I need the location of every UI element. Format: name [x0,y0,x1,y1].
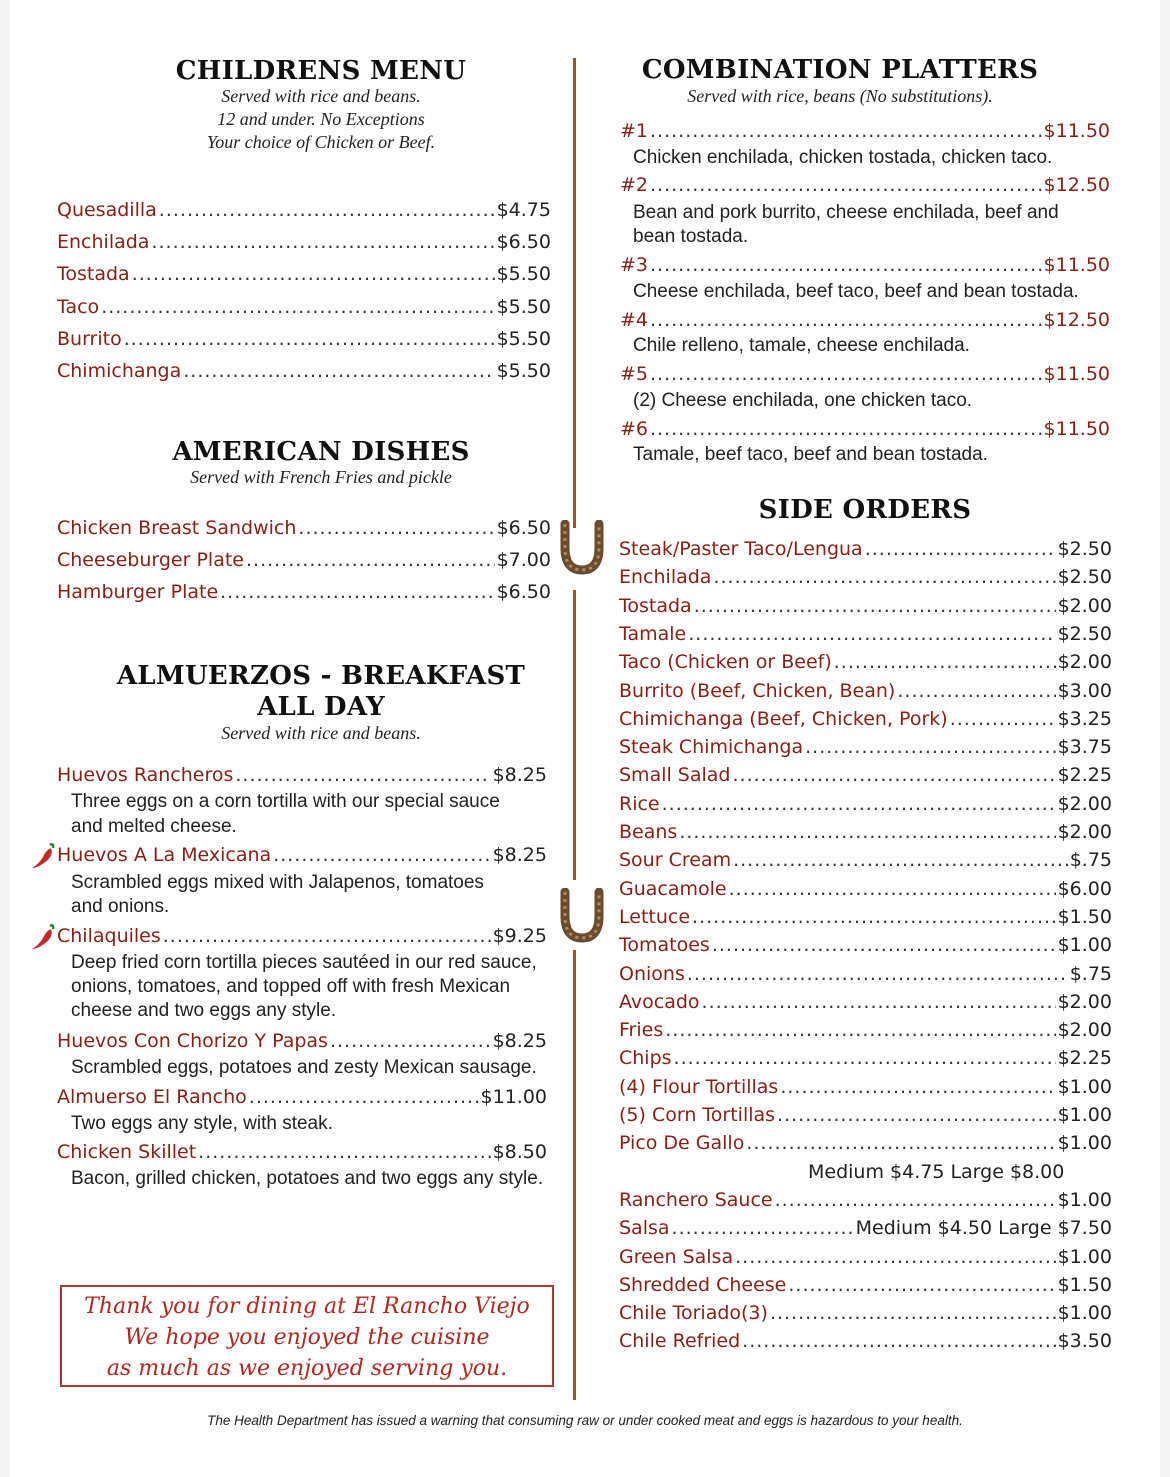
side-order-price: $2.00 [1057,1019,1112,1042]
childrens-sub-3: Your choice of Chicken or Beef. [206,132,436,152]
item-description: Scrambled eggs, potatoes and zesty Mexican sausage. [71,1057,537,1078]
menu-item: Almuerso El Rancho ..... $11.00 [57,1086,547,1108]
combo-description: (2) Cheese enchilada, one chicken taco. [633,390,973,411]
side-order-price: $1.50 [1057,905,1112,928]
side-order-item [619,991,1112,1013]
side-order-price: $1.00 [1057,1132,1112,1155]
item-description: Two eggs any style, with steak. [71,1113,333,1134]
breakfast-sub: Served with rice and beans. [221,723,421,743]
item-description: Bacon, grilled chicken, potatoes and two eggs any style. [71,1168,544,1189]
side-order-price: $2.50 [1057,538,1112,560]
menu-item: Chicken Breast Sandwich ..... $6.50 [57,517,551,539]
side-orders-title: SIDE ORDERS [758,495,972,525]
combo-item: #5 ..... $11.50 [620,363,1110,385]
combination-platters-title: COMBINATION PLATTERS [641,55,1039,85]
side-order-item [619,1330,1112,1352]
side-order-price: $2.00 [1057,792,1112,815]
side-order-name: Tamale [619,622,687,645]
breakfast-title-line1: ALMUERZOS - BREAKFAST [116,661,526,691]
side-order-item [619,906,1112,928]
chili-pepper-icon [30,923,56,951]
side-order-name: Steak Chimichanga [619,736,804,759]
side-order-item [619,566,1112,588]
side-order-price: $.75 [1069,849,1112,872]
side-order-name: Taco (Chicken or Beef) [619,651,832,674]
side-order-item [619,1246,1112,1268]
combo-item: #1 ..... $11.50 [620,120,1110,142]
side-order-price: $6.00 [1057,877,1112,900]
menu-item: Quesadilla ..... $4.75 [57,199,551,221]
side-order-name: Chile Refried [619,1330,741,1353]
combo-description: Chicken enchilada, chicken tostada, chicken taco. [633,147,1053,168]
item-description: cheese and two eggs any style. [71,1000,337,1021]
side-order-item [619,736,1112,758]
side-order-price: Medium $4.50 Large $7.50 [855,1217,1112,1240]
horseshoe-icon [557,888,607,944]
american-sub: Served with French Fries and pickle [190,467,452,487]
side-order-item [619,651,1112,673]
horseshoe-icon [557,520,607,576]
health-warning: The Health Department has issued a warning that consuming raw or under cooked meat and eggs is hazardous to your health. [207,1413,963,1428]
side-order-item [619,623,1112,645]
menu-item: Huevos Con Chorizo Y Papas ..... $8.25 [57,1030,547,1052]
combo-item: #3 ..... $11.50 [620,254,1110,276]
side-order-price: $2.00 [1057,651,1112,674]
menu-item: Huevos A La Mexicana ..... $8.25 [57,844,547,866]
side-order-price: $.75 [1069,962,1112,985]
side-order-item [619,595,1112,617]
american-dishes-title: AMERICAN DISHES [172,437,470,467]
item-description: Three eggs on a corn tortilla with our special sauce [71,791,500,812]
side-order-item [619,1132,1112,1154]
combo-item: #2 ..... $12.50 [620,174,1110,196]
menu-item: Hamburger Plate ..... $6.50 [57,581,551,603]
side-order-name: Guacamole [619,877,727,900]
menu-item: Burrito ..... $5.50 [57,328,551,350]
side-order-name: Salsa [619,1217,670,1240]
side-order-name: Burrito (Beef, Chicken, Bean) [619,679,896,702]
thank-you-line-2: We hope you enjoyed the cuisine [124,1325,490,1350]
side-order-price: $1.00 [1057,1188,1112,1211]
side-order-name: Tomatoes [619,934,710,957]
combination-sub: Served with rice, beans (No substitutions). [687,86,993,106]
thank-you-line-1: Thank you for dining at El Rancho Viejo [84,1294,530,1319]
side-order-name: Avocado [619,990,700,1013]
side-order-price: $1.00 [1057,1104,1112,1126]
pico-sizes: Medium $4.75 Large $8.00 [808,1161,1065,1183]
thank-you-box [60,1285,554,1387]
childrens-menu-title: CHILDRENS MENU [175,56,467,86]
combo-item: #6 ..... $11.50 [620,418,1110,440]
side-order-item [619,1019,1112,1041]
side-order-name: Rice [619,792,660,815]
breakfast-title-line2: ALL DAY [257,692,385,722]
side-order-item [619,1274,1112,1296]
column-divider-bottom [573,950,576,1400]
side-order-name: Pico De Gallo [619,1132,745,1155]
side-order-price: $1.00 [1057,1302,1112,1325]
item-description: Scrambled eggs mixed with Jalapenos, tomatoes [71,872,484,893]
side-order-price: $1.00 [1057,1075,1112,1098]
side-order-item [619,1076,1112,1098]
side-order-name: Shredded Cheese [619,1273,787,1296]
side-order-item [619,1302,1112,1324]
side-order-item [619,1189,1112,1211]
childrens-sub-1: Served with rice and beans. [221,86,421,106]
menu-item: Enchilada ..... $6.50 [57,231,551,253]
side-order-name: Beans [619,821,678,843]
side-order-item [619,963,1112,985]
side-order-item [619,708,1112,730]
side-order-item [619,538,1112,560]
side-order-item [619,1104,1112,1126]
side-order-item [619,1217,1112,1239]
childrens-sub-2: 12 and under. No Exceptions [217,109,425,129]
item-description: and onions. [71,896,170,917]
side-order-name: (5) Corn Tortillas [619,1104,776,1126]
side-order-price: $2.00 [1057,594,1112,617]
menu-item: Chilaquiles ..... $9.25 [57,925,547,947]
thank-you-line-3: as much as we enjoyed serving you. [106,1356,508,1381]
side-order-price: $3.25 [1057,707,1112,730]
side-order-name: Sour Cream [619,849,732,872]
menu-item: Huevos Rancheros ..... $8.25 [57,764,547,786]
side-order-item [619,934,1112,956]
side-order-name: Onions [619,962,685,985]
combo-item: #4 ..... $12.50 [620,309,1110,331]
side-order-item [619,849,1112,871]
side-order-name: Ranchero Sauce [619,1188,773,1211]
side-order-price: $2.50 [1057,622,1112,645]
side-order-name: Tostada [619,594,692,617]
side-order-item [619,1047,1112,1069]
side-order-price: $2.00 [1057,821,1112,843]
combo-description: Tamale, beef taco, beef and bean tostada. [633,444,988,465]
side-order-price: $2.00 [1057,990,1112,1013]
menu-item: Chimichanga ..... $5.50 [57,360,551,382]
side-order-item [619,793,1112,815]
side-order-name: Lettuce [619,905,691,928]
menu-item: Tostada ..... $5.50 [57,263,551,285]
side-order-item [619,680,1112,702]
side-order-price: $3.00 [1057,679,1112,702]
menu-item: Chicken Skillet ..... $8.50 [57,1141,547,1163]
side-order-item [619,821,1112,843]
side-order-price: $2.25 [1057,764,1112,787]
side-order-name: Chips [619,1047,672,1070]
side-order-price: $1.00 [1057,934,1112,957]
side-order-price: $2.25 [1057,1047,1112,1070]
item-description: Deep fried corn tortilla pieces sautéed in our red sauce, [71,952,537,973]
menu-item: Taco ..... $5.50 [57,296,551,318]
side-order-price: $3.75 [1057,736,1112,759]
side-order-price: $2.50 [1057,566,1112,589]
item-description: and melted cheese. [71,816,237,837]
side-order-name: Fries [619,1019,664,1042]
item-description: onions, tomatoes, and topped off with fresh Mexican [71,976,511,997]
side-order-item [619,878,1112,900]
menu-item: Cheeseburger Plate ..... $7.00 [57,549,551,571]
combo-description: Bean and pork burrito, cheese enchilada, beef and [633,202,1059,223]
side-order-price: $3.50 [1057,1330,1112,1353]
side-order-name: Green Salsa [619,1245,734,1268]
side-order-name: Enchilada [619,566,712,589]
combo-description: bean tostada. [633,226,749,247]
combo-description: Cheese enchilada, beef taco, beef and bean tostada. [633,281,1079,302]
side-order-name: Small Salad [619,764,731,787]
side-order-item [619,764,1112,786]
side-order-price: $1.50 [1057,1273,1112,1296]
side-order-price: $1.00 [1057,1245,1112,1268]
side-order-name: Steak/Paster Taco/Lengua [619,538,863,560]
side-order-name: Chimichanga (Beef, Chicken, Pork) [619,707,948,730]
side-order-name: (4) Flour Tortillas [619,1075,779,1098]
combo-description: Chile relleno, tamale, cheese enchilada. [633,335,970,356]
side-order-name: Chile Toriado(3) [619,1302,768,1325]
chili-pepper-icon [30,842,56,870]
